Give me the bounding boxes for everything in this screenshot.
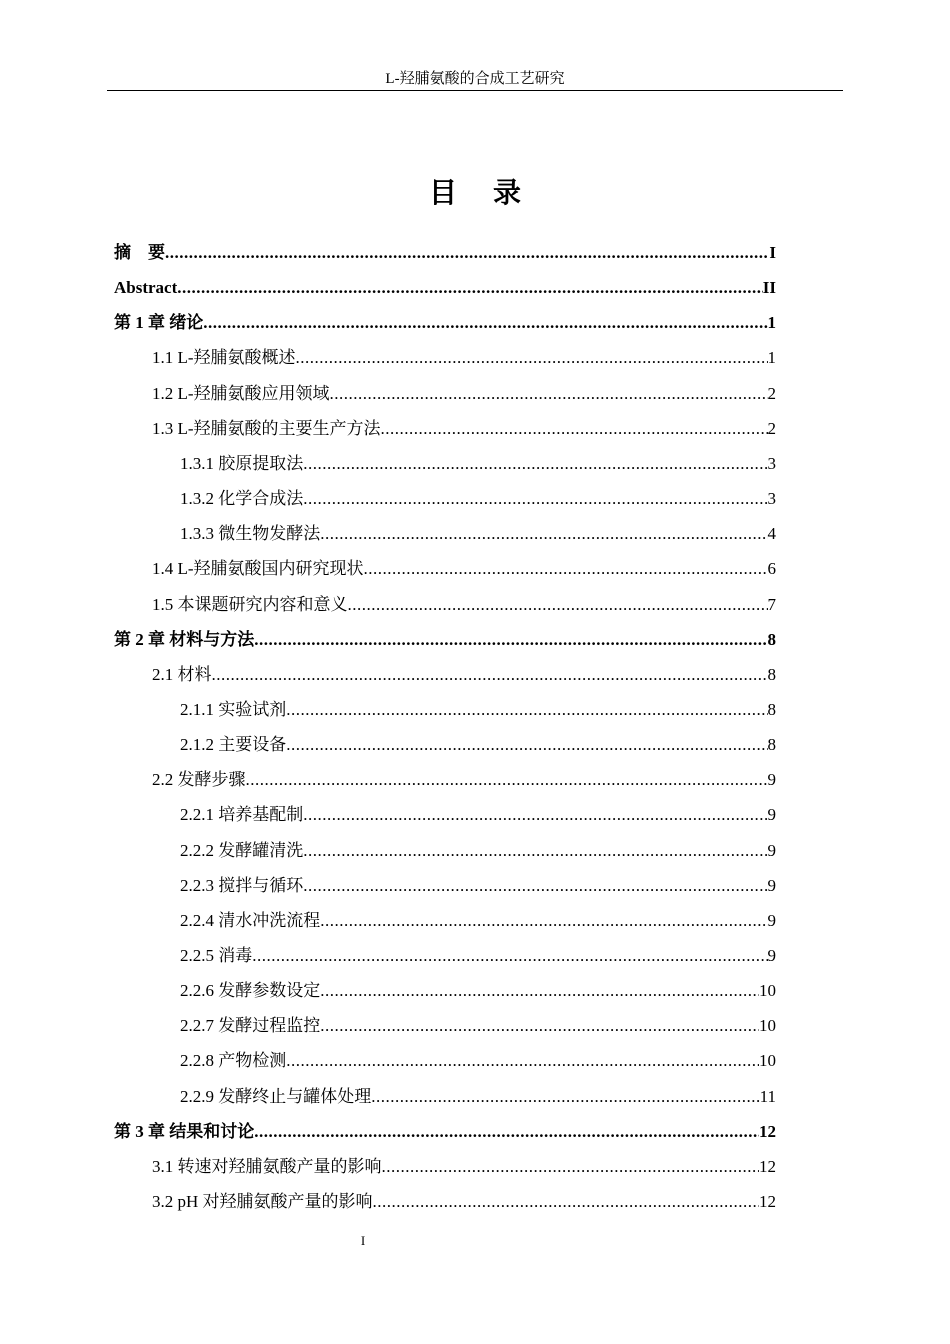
toc-entry-page: 9 (767, 770, 776, 789)
toc-entry-label: 1.3.3 微生物发酵法 (180, 524, 321, 543)
toc-entry[interactable] (180, 1049, 776, 1073)
toc-entry[interactable] (180, 1085, 776, 1109)
toc-dot-leader (303, 487, 767, 511)
toc-entry[interactable] (180, 733, 776, 757)
toc-dot-leader (320, 1014, 759, 1038)
toc-dot-leader (254, 628, 767, 652)
toc-dot-leader (364, 557, 768, 581)
toc-entry-page: 9 (767, 841, 776, 860)
toc-entry-label: 1.4 L-羟脯氨酸国内研究现状 (152, 559, 364, 578)
toc-entry-page: 1 (767, 313, 776, 332)
toc-entry-label: 2.2 发酵步骤 (152, 770, 246, 789)
toc-entry[interactable] (180, 979, 776, 1003)
toc-entry-page: 9 (767, 911, 776, 930)
toc-entry-label: 第 2 章 材料与方法 (114, 630, 255, 649)
toc-entry-label: 2.2.9 发酵终止与罐体处理 (180, 1087, 372, 1106)
toc-entry[interactable] (152, 417, 776, 441)
toc-entry-label: 2.2.6 发酵参数设定 (180, 981, 321, 1000)
footer-page-number: I (360, 1233, 366, 1248)
toc-dot-leader (382, 1155, 760, 1179)
toc-entry-page: 1 (767, 348, 776, 367)
toc-entry-page: I (769, 243, 776, 262)
toc-entry-label: 1.1 L-羟脯氨酸概述 (152, 348, 296, 367)
toc-entry-page: 9 (767, 805, 776, 824)
toc-entry-page: 3 (767, 489, 776, 508)
toc-entry-page: 11 (759, 1087, 776, 1106)
toc-entry-label: 2.2.2 发酵罐清洗 (180, 841, 304, 860)
toc-dot-leader (286, 698, 767, 722)
toc-entry-page: 3 (767, 454, 776, 473)
toc-entry[interactable] (180, 839, 776, 863)
toc-entry-label: 2.1 材料 (152, 665, 212, 684)
toc-dot-leader (348, 593, 768, 617)
toc-dot-leader (177, 276, 763, 300)
toc-entry-label: 3.2 pH 对羟脯氨酸产量的影响 (152, 1192, 373, 1211)
toc-dot-leader (303, 874, 767, 898)
toc-dot-leader (203, 311, 767, 335)
toc-entry-label: 第 3 章 结果和讨论 (114, 1122, 255, 1141)
toc-entry-page: 10 (759, 1051, 776, 1070)
toc-dot-leader (371, 1085, 759, 1109)
toc-dot-leader (320, 909, 767, 933)
toc-entry-label: 2.2.4 清水冲洗流程 (180, 911, 321, 930)
toc-entry-page: 2 (767, 384, 776, 403)
toc-entry[interactable] (180, 1014, 776, 1038)
toc-entry-page: 12 (759, 1192, 776, 1211)
toc-entry[interactable] (114, 1120, 776, 1144)
toc-entry-page: 10 (759, 1016, 776, 1035)
toc-entry-page: 4 (767, 524, 776, 543)
toc-entry-page: 8 (767, 700, 776, 719)
toc-entry[interactable] (152, 382, 776, 406)
running-header: L-羟脯氨酸的合成工艺研究 (385, 71, 565, 87)
toc-entry-label: Abstract (114, 278, 178, 297)
toc-entry[interactable] (180, 698, 776, 722)
toc-dot-leader (303, 839, 767, 863)
toc-entry[interactable] (180, 522, 776, 546)
toc-entry[interactable] (180, 803, 776, 827)
toc-entry-label: 1.2 L-羟脯氨酸应用领域 (152, 384, 330, 403)
toc-entry-page: 10 (759, 981, 776, 1000)
toc-entry-page: 9 (767, 876, 776, 895)
toc-dot-leader (320, 522, 767, 546)
toc-dot-leader (303, 803, 767, 827)
toc-entry-label: 1.3 L-羟脯氨酸的主要生产方法 (152, 419, 381, 438)
toc-dot-leader (212, 663, 768, 687)
toc-entry[interactable] (180, 487, 776, 511)
toc-entry[interactable] (152, 1155, 776, 1179)
toc-entry-label: 2.2.7 发酵过程监控 (180, 1016, 321, 1035)
toc-dot-leader (330, 382, 768, 406)
toc-entry-label: 2.1.1 实验试剂 (180, 700, 287, 719)
toc-entry-page: 8 (767, 735, 776, 754)
toc-entry[interactable] (114, 311, 776, 335)
toc-entry-label: 2.2.8 产物检测 (180, 1051, 287, 1070)
toc-entry-page: 8 (767, 630, 776, 649)
toc-entry-page: 9 (767, 946, 776, 965)
toc-entry-page: 7 (767, 595, 776, 614)
toc-entry[interactable] (114, 628, 776, 652)
toc-entry[interactable] (152, 663, 776, 687)
toc-entry-page: 12 (759, 1157, 776, 1176)
toc-entry-page: II (762, 278, 776, 297)
toc-entry-page: 2 (767, 419, 776, 438)
toc-dot-leader (373, 1190, 759, 1214)
toc-entry[interactable] (114, 241, 776, 265)
toc-entry-label: 摘 要 (114, 243, 165, 262)
toc-entry-label: 2.1.2 主要设备 (180, 735, 287, 754)
toc-entry-label: 2.2.5 消毒 (180, 946, 253, 965)
toc-entry-label: 1.3.1 胶原提取法 (180, 454, 304, 473)
toc-entry[interactable] (114, 276, 776, 300)
toc-entry-label: 3.1 转速对羟脯氨酸产量的影响 (152, 1157, 382, 1176)
toc-entry[interactable] (152, 557, 776, 581)
toc-entry[interactable] (180, 452, 776, 476)
toc-dot-leader (252, 944, 767, 968)
toc-entry[interactable] (180, 944, 776, 968)
toc-entry[interactable] (152, 346, 776, 370)
toc-dot-leader (296, 346, 768, 370)
toc-entry[interactable] (152, 1190, 776, 1214)
toc-title: 目录 (428, 176, 557, 209)
toc-dot-leader (303, 452, 767, 476)
toc-entry[interactable] (180, 909, 776, 933)
toc-dot-leader (286, 733, 767, 757)
toc-entry-page: 8 (767, 665, 776, 684)
toc-dot-leader (381, 417, 768, 441)
toc-entry-label: 1.5 本课题研究内容和意义 (152, 595, 348, 614)
toc-entry-label: 第 1 章 绪论 (114, 313, 204, 332)
toc-entry-page: 6 (767, 559, 776, 578)
toc-entry[interactable] (152, 768, 776, 792)
toc-entry-page: 12 (759, 1122, 776, 1141)
toc-entry-label: 1.3.2 化学合成法 (180, 489, 304, 508)
toc-dot-leader (320, 979, 759, 1003)
toc-dot-leader (165, 241, 769, 265)
toc-dot-leader (246, 768, 768, 792)
toc-dot-leader (254, 1120, 759, 1144)
toc-dot-leader (286, 1049, 759, 1073)
toc-entry[interactable] (180, 874, 776, 898)
toc-entry-label: 2.2.3 搅拌与循环 (180, 876, 304, 895)
toc-entry-label: 2.2.1 培养基配制 (180, 805, 304, 824)
toc-entry[interactable] (152, 593, 776, 617)
